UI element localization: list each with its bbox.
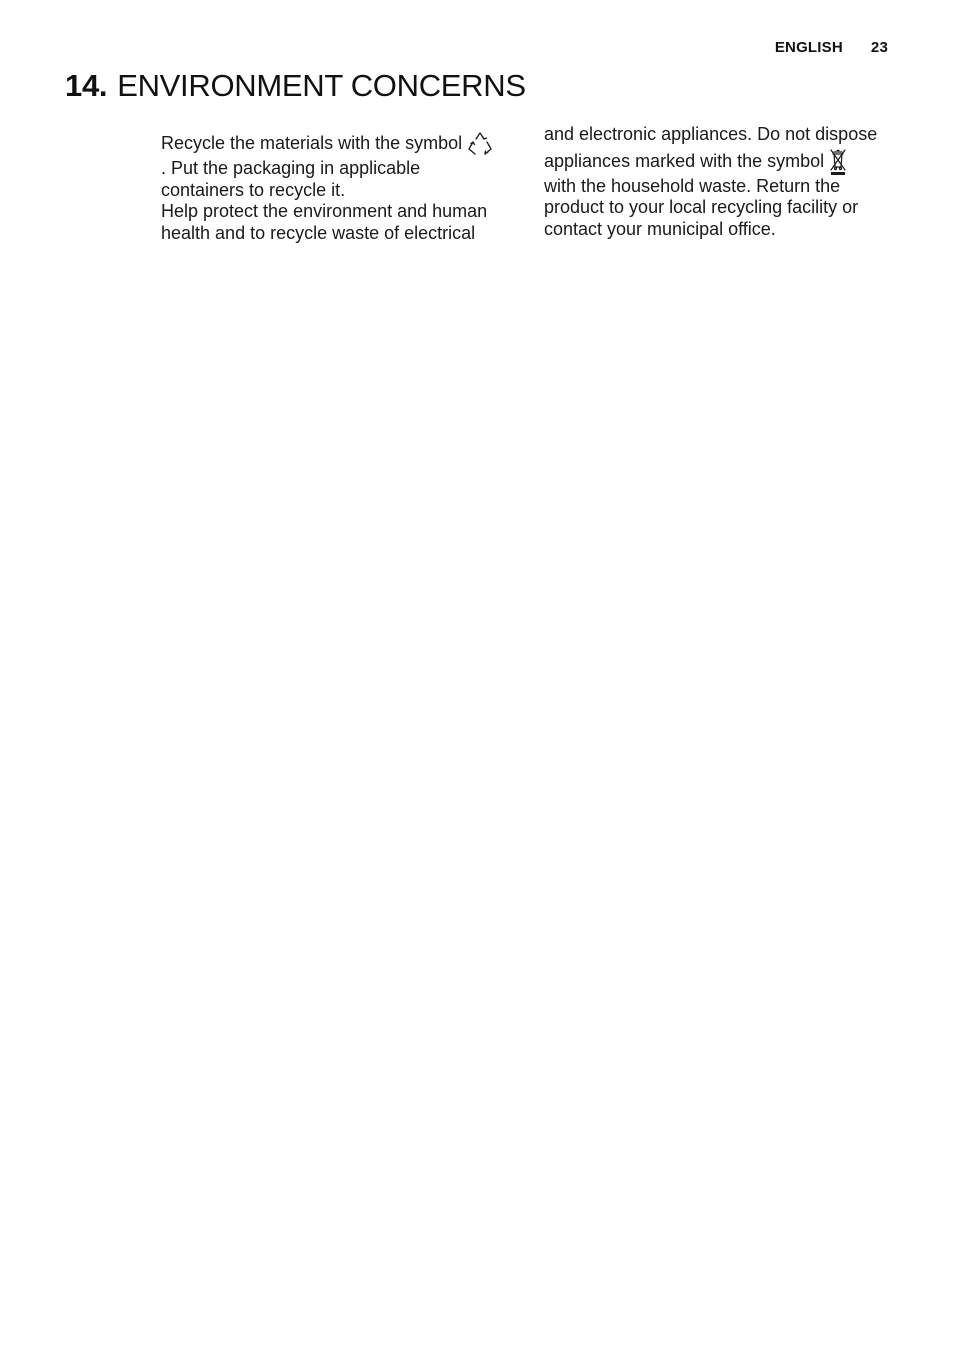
- header-page-number: 23: [870, 39, 888, 56]
- right-line-5: contact your municipal office.: [544, 218, 776, 239]
- left-line-1: [161, 128, 517, 158]
- crossed-out-bin-icon: [829, 148, 847, 176]
- page-header: [775, 39, 888, 56]
- header-language: ENGLISH: [774, 39, 843, 56]
- right-line-2: [544, 146, 904, 176]
- section-number: 14.: [65, 68, 108, 103]
- left-line-3: containers to recycle it.: [161, 179, 346, 200]
- left-column: [161, 128, 517, 244]
- right-line-3: with the household waste. Return the: [544, 175, 841, 196]
- recycle-icon: [467, 130, 493, 158]
- left-line-1-text: Recycle the materials with the symbol: [161, 133, 463, 153]
- left-line-2: . Put the packaging in applicable: [161, 158, 421, 179]
- left-line-4: Help protect the environment and human: [161, 201, 488, 222]
- left-line-5: health and to recycle waste of electrical: [161, 222, 476, 243]
- right-line-2-text: appliances marked with the symbol: [544, 150, 825, 171]
- right-line-4: product to your local recycling facility or: [544, 197, 859, 218]
- section-title-text: ENVIRONMENT CONCERNS: [117, 68, 526, 103]
- section-title: [65, 68, 526, 104]
- right-column: [544, 124, 904, 240]
- right-line-1: and electronic appliances. Do not dispose: [544, 124, 878, 144]
